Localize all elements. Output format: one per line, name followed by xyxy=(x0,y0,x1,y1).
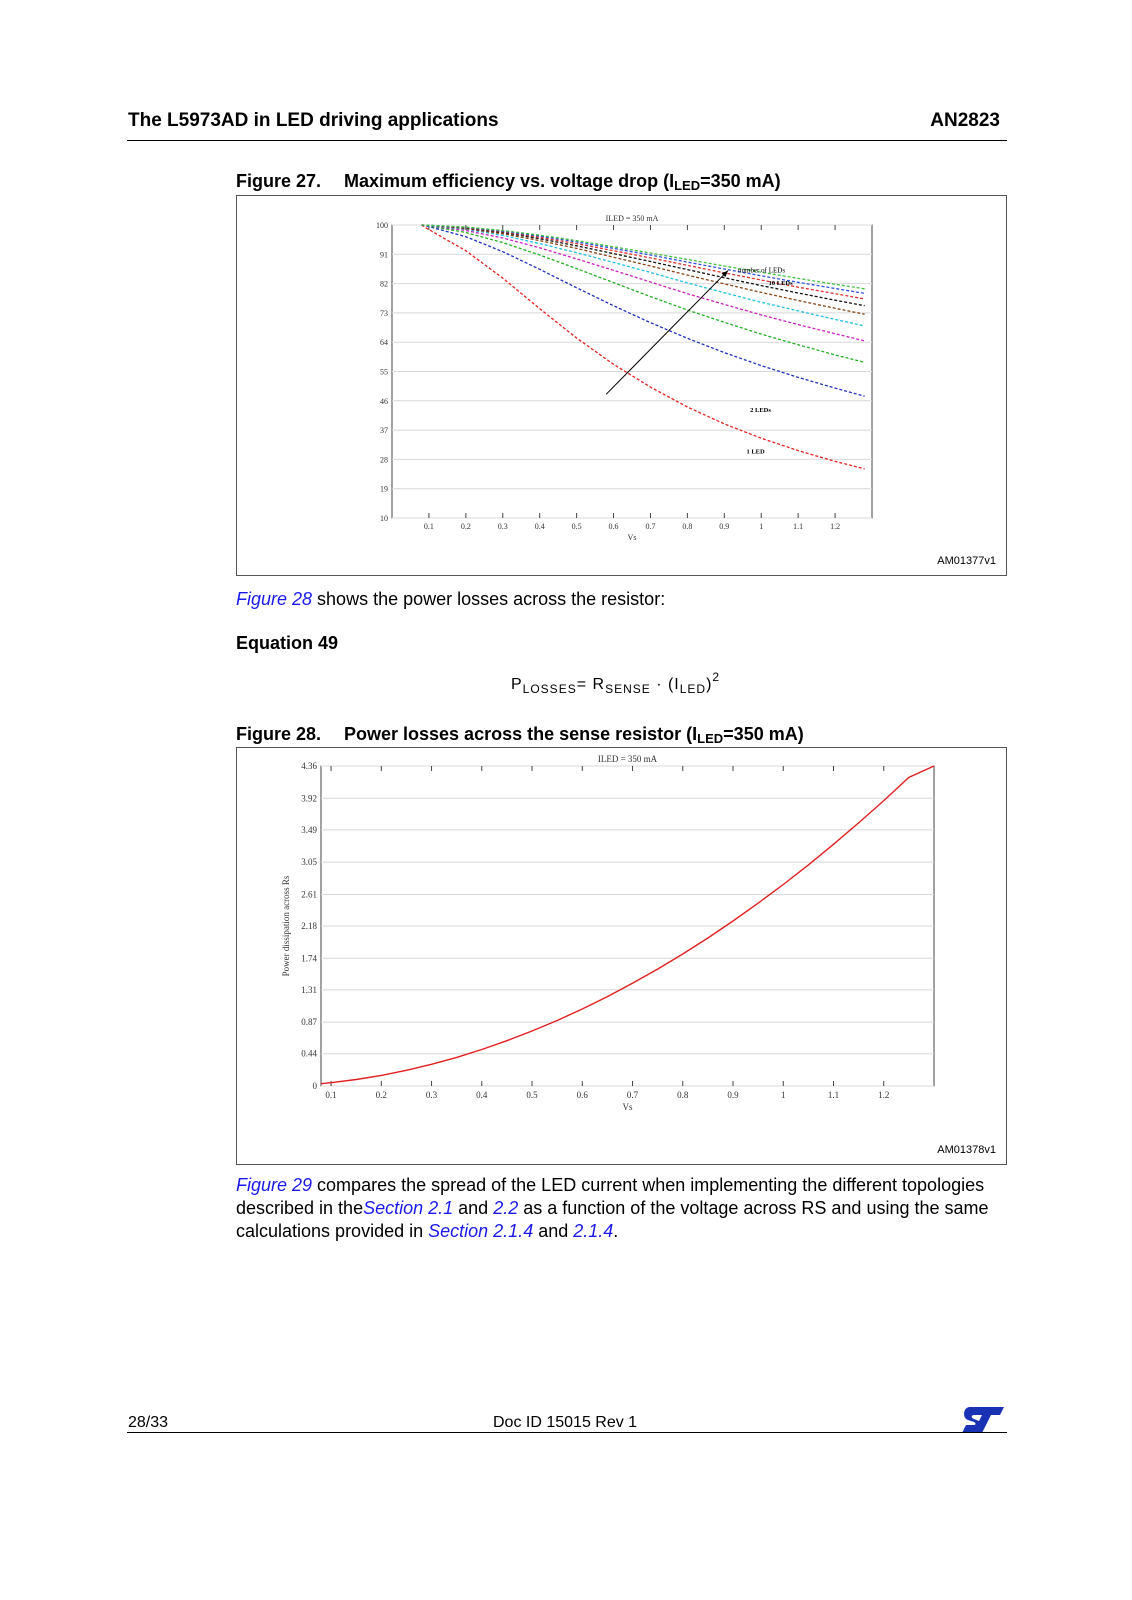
equation-power-losses xyxy=(511,670,720,696)
y-tick-label: 3.05 xyxy=(301,857,317,868)
y-tick-label: 46 xyxy=(380,396,388,406)
label-10-leds: 10 LEDs xyxy=(768,280,793,288)
figure-28-title-sub: LED xyxy=(697,731,724,746)
page-header-doc-code: AN2823 xyxy=(930,110,1000,131)
power-loss-chart xyxy=(237,748,1006,1164)
footer-doc-id: Doc ID 15015 Rev 1 xyxy=(493,1414,638,1431)
y-tick-label: 0 xyxy=(312,1081,317,1091)
st-logo xyxy=(960,1405,1006,1440)
paragraph-2-text-3: as a function of the voltage across RS and using the same calculations provided in xyxy=(236,1198,989,1241)
x-tick-label: 1 xyxy=(759,522,764,531)
figure-28-title xyxy=(344,724,804,744)
y-tick-label: 2.61 xyxy=(301,889,317,900)
x-tick-label: 0.5 xyxy=(526,1090,538,1100)
eq-p-sub: LOSSES xyxy=(522,682,577,696)
footer-rule xyxy=(127,1432,1007,1433)
x-tick-label: 1.1 xyxy=(827,1090,840,1100)
footer-page-number: 28/33 xyxy=(128,1414,169,1431)
y-tick-label: 0.44 xyxy=(301,1048,317,1059)
page-header-title: The L5973AD in LED driving applications xyxy=(128,110,499,131)
paragraph-2-text-2: and xyxy=(453,1198,494,1218)
eq-i-sub: LED xyxy=(679,682,707,696)
eq-p: P xyxy=(511,676,523,693)
y-tick-label: 1.74 xyxy=(301,953,317,964)
y-tick-label: 100 xyxy=(376,221,388,230)
figure-28-title-post: =350 mA) xyxy=(723,724,804,744)
x-tick-label: 0.6 xyxy=(608,522,619,531)
y-tick-label: 37 xyxy=(380,426,388,436)
paragraph-figure-28-intro xyxy=(236,588,665,611)
x-tick-label: 0.7 xyxy=(626,1090,639,1100)
x-tick-label: 1.2 xyxy=(878,1090,890,1100)
figure-27-box xyxy=(236,195,1007,576)
paragraph-2-text-1: compares the spread of the LED current when implementing the different topologies described in the xyxy=(236,1175,985,1218)
y-tick-label: 19 xyxy=(380,484,388,494)
x-tick-label: 0.2 xyxy=(375,1090,387,1100)
x-tick-label: 0.4 xyxy=(534,522,545,531)
x-tick-label: 0.6 xyxy=(576,1090,588,1100)
x-tick-label: 0.9 xyxy=(727,1090,739,1100)
y-tick-label: 10 xyxy=(380,514,388,523)
y-tick-label: 0.87 xyxy=(301,1017,317,1028)
x-tick-label: 1.2 xyxy=(830,522,841,531)
paragraph-figure-29-intro xyxy=(236,1174,1006,1243)
x-tick-label: 0.9 xyxy=(719,522,730,531)
x-tick-label: 0.8 xyxy=(677,1090,689,1100)
label-2-leds: 2 LEDs xyxy=(750,407,771,415)
x-tick-label: 0.2 xyxy=(460,522,471,531)
efficiency-chart xyxy=(237,196,1006,575)
paragraph-1-text: shows the power losses across the resistor: xyxy=(312,589,666,609)
x-tick-label: 0.3 xyxy=(497,522,508,531)
paragraph-2-text-5: . xyxy=(613,1221,619,1241)
label-1-led: 1 LED xyxy=(746,448,765,456)
y-tick-label: 3.49 xyxy=(301,824,317,835)
figure-27-caption xyxy=(236,171,781,193)
x-tick-label: 0.4 xyxy=(476,1090,488,1100)
figure-28-number: Figure 28. xyxy=(236,724,322,744)
figure-27-id: AM01377v1 xyxy=(937,555,996,567)
x-tick-label: 0.1 xyxy=(325,1090,337,1100)
figure-27-title-post: =350 mA) xyxy=(700,171,781,191)
figure-28-id: AM01378v1 xyxy=(937,1144,996,1156)
x-axis-label: Vs xyxy=(622,1102,633,1112)
st-logo-icon xyxy=(960,1405,1006,1435)
link-section-2-1[interactable]: Section 2.1 xyxy=(363,1198,454,1218)
eq-equals: = xyxy=(576,676,593,693)
x-axis-label: Vs xyxy=(627,533,637,542)
link-section-2-1-4[interactable]: Section 2.1.4 xyxy=(428,1221,534,1241)
y-tick-label: 91 xyxy=(380,250,388,260)
figure-27-title xyxy=(344,171,781,191)
link-section-2-2[interactable]: 2.2 xyxy=(493,1198,519,1218)
figure-28-title-pre: Power losses across the sense resistor (I xyxy=(344,724,698,744)
y-tick-label: 4.36 xyxy=(301,761,317,771)
x-tick-label: 0.3 xyxy=(425,1090,438,1100)
y-tick-label: 64 xyxy=(380,338,388,348)
figure-28-box xyxy=(236,747,1007,1165)
chart-title: ILED = 350 mA xyxy=(605,214,659,223)
figure-27-title-sub: LED xyxy=(674,178,701,193)
equation-label: Equation 49 xyxy=(236,633,339,653)
y-tick-label: 73 xyxy=(380,308,388,318)
paragraph-2-text-4: and xyxy=(533,1221,574,1241)
x-tick-label: 1.1 xyxy=(793,522,804,531)
eq-close: ) xyxy=(706,676,713,693)
eq-exponent: 2 xyxy=(712,670,721,684)
eq-r: R xyxy=(592,676,606,693)
eq-dot: · (I xyxy=(650,676,680,693)
link-figure-28[interactable]: Figure 28 xyxy=(236,589,313,609)
header-rule xyxy=(127,140,1007,141)
y-tick-label: 2.18 xyxy=(301,921,317,931)
link-figure-29[interactable]: Figure 29 xyxy=(236,1175,313,1195)
figure-28-caption xyxy=(236,724,804,746)
y-tick-label: 28 xyxy=(380,455,388,465)
figure-27-title-pre: Maximum efficiency vs. voltage drop (I xyxy=(344,171,675,191)
x-tick-label: 0.7 xyxy=(645,522,656,531)
x-tick-label: 0.5 xyxy=(571,522,582,531)
y-axis-label: Power dissipation across Rs xyxy=(281,875,291,977)
x-tick-label: 1 xyxy=(781,1090,786,1100)
x-tick-label: 0.1 xyxy=(423,522,434,531)
chart-title: ILED = 350 mA xyxy=(597,754,658,764)
y-tick-label: 1.31 xyxy=(301,984,317,995)
eq-r-sub: SENSE xyxy=(605,682,651,696)
y-tick-label: 82 xyxy=(380,279,388,289)
arrow-annotation: number of LEDs xyxy=(738,266,786,275)
y-tick-label: 55 xyxy=(380,367,388,377)
link-section-2-1-4-b[interactable]: 2.1.4 xyxy=(573,1221,614,1241)
y-tick-label: 3.92 xyxy=(301,793,317,804)
figure-27-number: Figure 27. xyxy=(236,171,322,191)
x-tick-label: 0.8 xyxy=(682,522,693,531)
